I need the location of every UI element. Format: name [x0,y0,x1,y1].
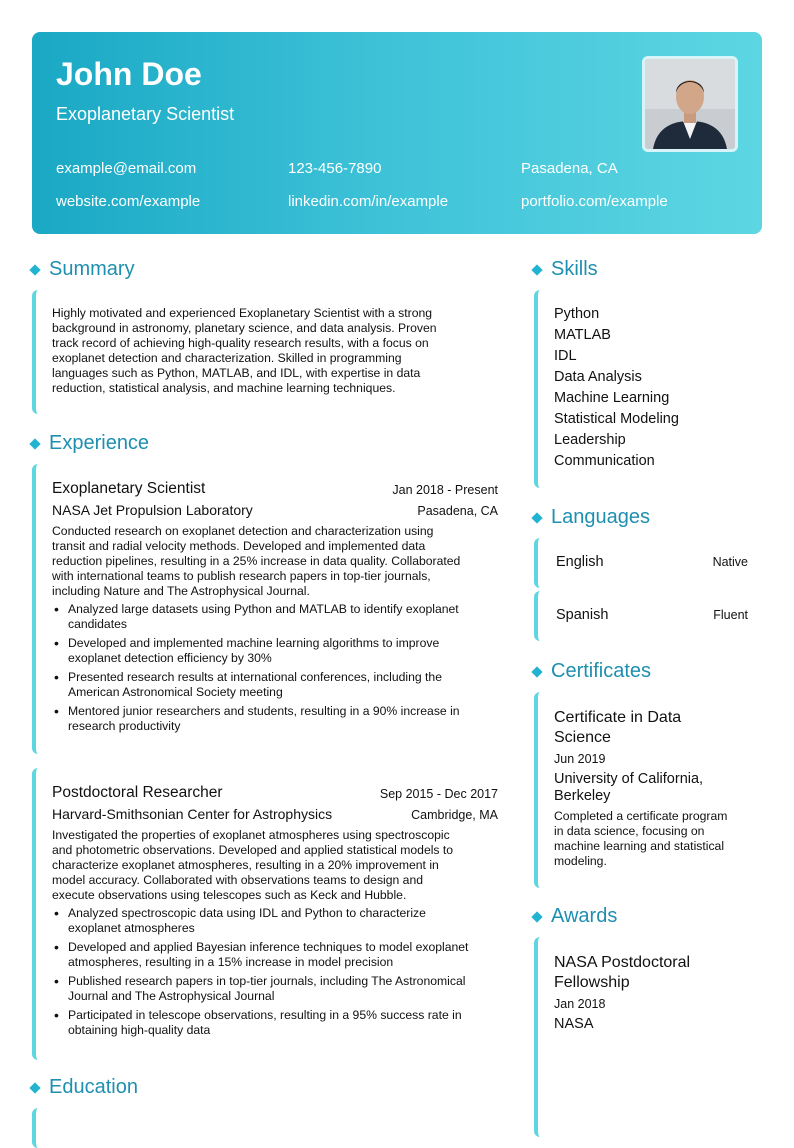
certificate-issuer: University of California, Berkeley [554,771,704,804]
skill-item: Statistical Modeling [554,411,679,427]
award-issuer: NASA [554,1016,594,1032]
certificate-description: Completed a certificate program in data science, focusing on machine learning and statistical modeling. [554,809,728,868]
profile-photo [642,56,738,152]
experience-heading [31,432,149,455]
email-link[interactable]: example@email.com [56,160,197,177]
certificate-item [534,692,764,888]
language-item [534,591,764,641]
diamond-icon [29,438,40,449]
job-dates: Sep 2015 - Dec 2017 [379,787,498,801]
awards-heading-label: Awards [551,905,618,927]
location-text: Pasadena, CA [521,160,618,177]
job-achievements [52,906,498,1038]
list-item: • Analyzed spectroscopic data using IDL and Python to characterize exoplanet atmospheres [52,906,498,936]
diamond-icon [531,666,542,677]
diamond-icon [531,911,542,922]
person-photo-icon [645,59,735,149]
resume-header [32,32,762,234]
award-item [534,937,764,1137]
job-dates: Jan 2018 - Present [392,483,498,497]
summary-heading [31,258,135,281]
job-location: Cambridge, MA [411,808,498,822]
job-title: Exoplanetary Scientist [52,480,206,497]
job-description: Investigated the properties of exoplanet atmospheres using spectroscopic and photometric observations. Developed and applied statistical models to characterize exoplanet atmospheres, resulting in a 20% improvement in model accuracy. Collaborated with observations teams to design and execute observations using telescopes such as Keck and Hubble. [52,828,454,902]
language-item [534,538,764,588]
certificate-name: Certificate in Data Science [554,709,682,746]
diamond-icon [531,512,542,523]
awards-heading [533,905,617,928]
skills-heading-label: Skills [551,258,598,280]
summary-line: track record of achieving high-quality research results, with a focus on [52,336,429,350]
job-description: Conducted research on exoplanet detection and characterization using transit and radial velocity methods. Developed and implemented data reduction pipelines, resulting in a 25% increase in data quality. Collaborated with international teams to publish research papers in top-tier journals, including Nature and The Astrophysical Journal. [52,524,461,598]
summary-line: reduction, statistical analysis, and machine learning techniques. [52,381,396,395]
languages-heading [533,506,650,529]
skills-block [534,290,764,488]
diamond-icon [531,264,542,275]
language-name: Spanish [556,607,609,623]
award-date: Jan 2018 [554,997,606,1011]
job-title: Postdoctoral Researcher [52,784,223,801]
language-name: English [556,554,604,570]
list-item: • Mentored junior researchers and students, resulting in a 90% increase in research productivity [52,704,498,734]
language-level: Native [712,555,748,569]
list-item: • Analyzed large datasets using Python and MATLAB to identify exoplanet candidates [52,602,498,632]
summary-block [32,290,500,414]
award-name: NASA Postdoctoral Fellowship [554,954,691,991]
candidate-name: John Doe [56,56,202,92]
job-organization: NASA Jet Propulsion Laboratory [52,502,253,518]
list-item: • Presented research results at international conferences, including the American Astronomical Society meeting [52,670,498,700]
education-heading-label: Education [49,1076,138,1098]
website-link[interactable]: website.com/example [56,193,201,210]
summary-line: languages such as Python, MATLAB, and IDL, with expertise in data [52,366,421,380]
language-level: Fluent [713,608,748,622]
summary-line: background in astronomy, planetary science, and data analysis. Proven [52,321,437,335]
diamond-icon [29,264,40,275]
list-item: • Developed and applied Bayesian inference techniques to model exoplanet atmospheres, resulting in a 15% increase in model precision [52,940,498,970]
experience-item [32,464,500,754]
job-location: Pasadena, CA [417,504,498,518]
experience-item [32,768,500,1060]
summary-text [36,290,500,396]
list-item: • Published research papers in top-tier journals, including The Astronomical Journal and The Astrophysical Journal [52,974,498,1004]
certificate-date: Jun 2019 [554,752,606,766]
list-item: • Developed and implemented machine learning algorithms to improve exoplanet detection efficiency by 30% [52,636,498,666]
summary-heading-label: Summary [49,258,135,280]
certificates-heading-label: Certificates [551,660,652,682]
education-heading [31,1076,138,1099]
skills-heading [533,258,598,281]
list-item: • Participated in telescope observations, resulting in a 95% success rate in obtaining high-quality data [52,1008,498,1038]
diamond-icon [29,1082,40,1093]
job-achievements [52,602,498,734]
skill-item: Python [554,306,600,322]
linkedin-link[interactable]: linkedin.com/in/example [288,193,449,210]
experience-heading-label: Experience [49,432,150,454]
skill-item: Leadership [554,432,626,448]
skill-item: Machine Learning [554,390,670,406]
summary-line: Highly motivated and experienced Exoplanetary Scientist with a strong [52,306,433,320]
languages-heading-label: Languages [551,506,650,528]
portfolio-link[interactable]: portfolio.com/example [521,193,668,210]
skill-item: Communication [554,453,655,469]
summary-line: exoplanet detection and characterization. Skilled in programming [52,351,402,365]
certificates-heading [533,660,651,683]
phone-text: 123-456-7890 [288,160,382,177]
skill-item: MATLAB [554,327,611,343]
candidate-title: Exoplanetary Scientist [56,104,235,124]
skill-item: IDL [554,348,577,364]
skill-item: Data Analysis [554,369,642,385]
job-organization: Harvard-Smithsonian Center for Astrophysics [52,806,333,822]
education-block [32,1108,500,1148]
